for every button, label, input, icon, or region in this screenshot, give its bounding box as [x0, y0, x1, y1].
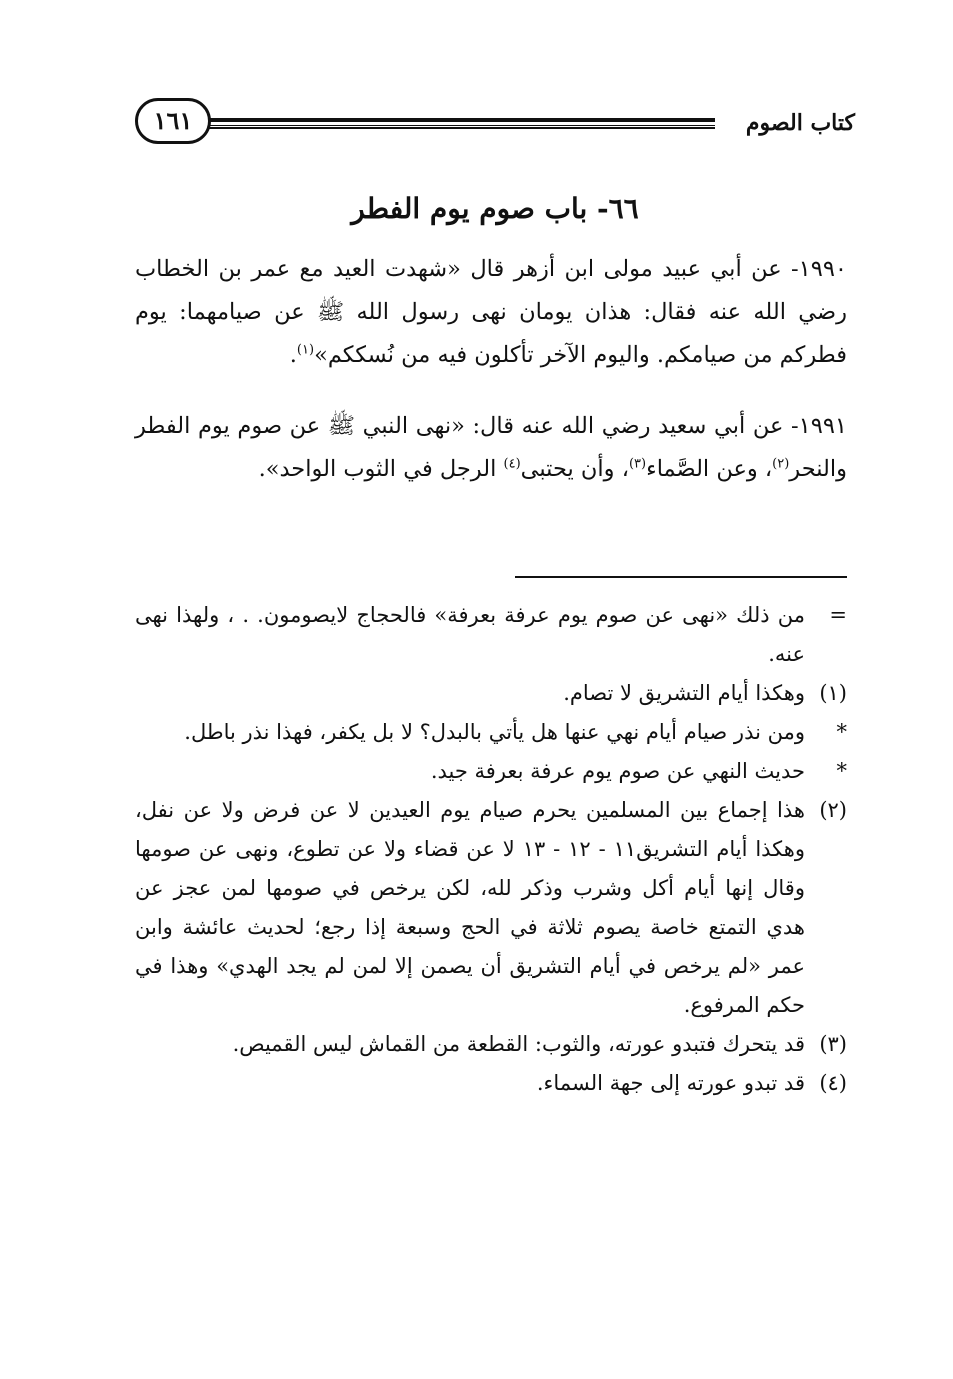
- footnotes: [135, 596, 847, 1103]
- footnote-marker: (٣): [819, 1032, 847, 1056]
- hadith-text: ، وأن يحتبى: [520, 456, 629, 482]
- footnote-continuation: [135, 596, 847, 674]
- footnote-1: [135, 674, 847, 713]
- footnote-ref: (٢): [772, 456, 790, 472]
- footnote-ref: (١): [296, 342, 315, 358]
- footnote-text: ومن نذر صيام أيام نهي عنها هل يأتي بالبدل؟ لا بل يكفر، فهذا نذر باطل.: [184, 720, 805, 744]
- footnote-separator: [515, 576, 847, 578]
- footnote-3: [135, 1025, 847, 1064]
- footnote-4: [135, 1064, 847, 1103]
- hadith-1991: [135, 405, 847, 491]
- book-title: كتاب الصوم: [745, 110, 855, 136]
- hadith-text: الرجل في الثوب الواحد».: [258, 456, 504, 482]
- hadith-text: ١٩٩٠- عن أبي عبيد مولى ابن أزهر قال «شهدت العيد مع عمر بن الخطاب رضي الله عنه فقال: هذان يومان نهى رسول الله ﷺ عن صيامهما: يوم فطركم من صيامكم. واليوم الآخر تأكلون فيه من نُسككم»: [135, 256, 847, 368]
- footnote-text: قد تبدو عورته إلى جهة السماء.: [536, 1071, 805, 1095]
- footnote-comment: [135, 752, 847, 791]
- hadith-1990: [135, 248, 847, 377]
- chapter-title: ٦٦- باب صوم يوم الفطر: [351, 192, 639, 225]
- footnote-ref: (٤): [503, 456, 521, 472]
- footnote-comment: [135, 713, 847, 752]
- footnote-marker: (٢): [819, 798, 847, 822]
- footnote-text: وهكذا أيام التشريق لا تصام.: [563, 681, 805, 705]
- footnote-text: حديث النهي عن صوم يوم عرفة بعرفة جيد.: [430, 759, 805, 783]
- footnote-2: [135, 791, 847, 1025]
- asterisk-marker: *: [836, 759, 847, 783]
- footnote-text: قد يتحرك فتبدو عورته، والثوب: القطعة من القماش ليس القميص.: [232, 1032, 805, 1056]
- running-header: [135, 98, 855, 154]
- footnote-marker: =: [829, 603, 847, 627]
- header-rule: [205, 118, 715, 129]
- footnote-marker: (١): [819, 681, 847, 705]
- footnote-text: من ذلك «نهى عن صوم يوم عرفة بعرفة» فالحجاج لايصومون. . ، ولهذا نهى عنه.: [135, 603, 805, 666]
- footnote-ref: (٣): [628, 456, 647, 472]
- hadith-text: ، وعن الصَّماء: [646, 456, 773, 482]
- asterisk-marker: *: [836, 720, 847, 744]
- hadith-text-end: .: [289, 342, 297, 368]
- page-number: ١٦١: [135, 98, 211, 144]
- footnote-text: هذا إجماع بين المسلمين يحرم صيام يوم العيدين لا عن فرض ولا عن نفل، وهكذا أيام التشريق١١ - ١٢ - ١٣ لا عن قضاء ولا عن تطوع، ونهى عن صومها وقال إنها أيام أكل وشرب وذكر لله، لكن يرخص في صومها لمن عجز عن هدي التمتع خاصة يصوم ثلاثة في الحج وسبعة إذا رجع؛ لحديث عائشة وابن عمر «لم يرخص في أيام التشريق أن يصمن إلا لمن لم يجد الهدي» وهذا في حكم المرفوع.: [135, 798, 805, 1017]
- footnote-marker: (٤): [819, 1071, 847, 1095]
- hadith-text: ١٩٩١- عن أبي سعيد رضي الله عنه قال: «نهى النبي ﷺ عن صوم يوم الفطر والنحر: [135, 413, 847, 482]
